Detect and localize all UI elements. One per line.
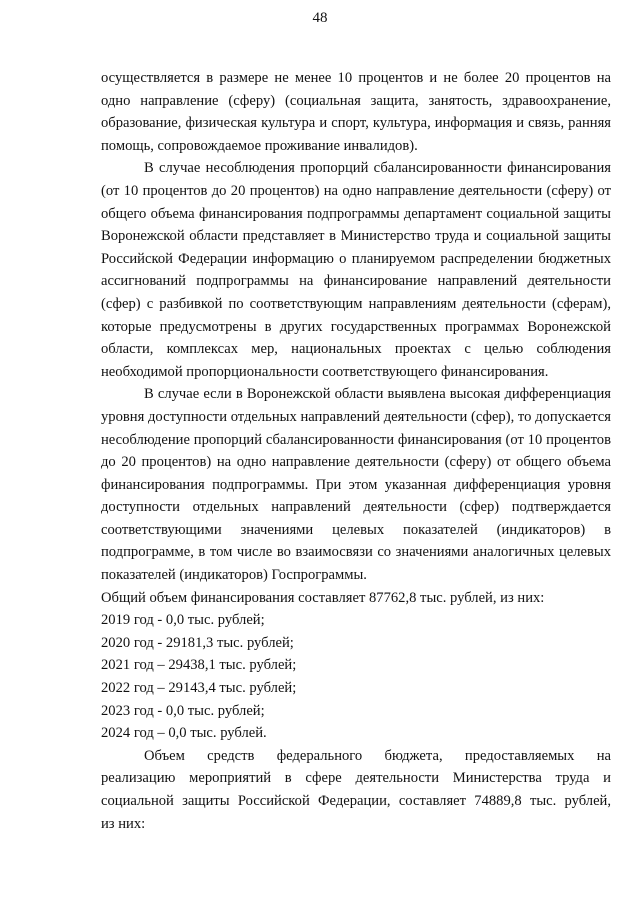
financing-by-year-list: [101, 609, 611, 745]
text-line: которые предусмотрены в других государственных программах Воронежской: [101, 318, 611, 335]
financing-total: Общий объем финансирования составляет 87762,8 тыс. рублей, из них:: [101, 589, 545, 606]
paragraph-differentiation: [101, 383, 611, 586]
paragraph-federal-budget: [101, 745, 611, 835]
financing-year-item: 2023 год - 0,0 тыс. рублей;: [101, 702, 265, 719]
text-line: до 20 процентов) на одно направление деятельности (сферу) от общего объема: [101, 454, 611, 471]
text-line: (от 10 процентов до 20 процентов) на одно направление деятельности (сферу) от: [101, 182, 611, 199]
text-line: уровня доступности отдельных направлений деятельности (сфер), то допускается: [101, 408, 611, 425]
text-line: общего объема финансирования подпрограммы департамент социальной защиты: [101, 205, 611, 222]
text-line: одно направление (сферу) (социальная защита, занятость, здравоохранение,: [101, 92, 611, 109]
financing-year-item: 2021 год – 29438,1 тыс. рублей;: [101, 657, 297, 674]
financing-year-item: 2024 год – 0,0 тыс. рублей.: [101, 725, 267, 742]
text-line: необходимой пропорциональности соответствующего финансирования.: [101, 363, 549, 380]
text-line: из них:: [101, 815, 146, 832]
text-line: Российской Федерации информацию о планируемом распределении бюджетных: [101, 250, 611, 267]
text-line: соответствующими значениями целевых показателей (индикаторов) в: [101, 521, 611, 538]
paragraph-proportion-range: [101, 67, 611, 157]
financing-year-item: 2020 год - 29181,3 тыс. рублей;: [101, 634, 294, 651]
text-line: Воронежской области представляет в Министерство труда и социальной защиты: [101, 228, 611, 245]
financing-year-item: 2019 год - 0,0 тыс. рублей;: [101, 612, 265, 629]
text-line: ассигнований подпрограммы на финансирование направлений деятельности: [101, 273, 611, 290]
paragraph-noncompliance: [101, 157, 611, 383]
document-body: [101, 67, 611, 835]
text-line: области, комплексах мер, национальных проектах с целью соблюдения: [101, 341, 611, 358]
text-line: финансирования подпрограммы. При этом указанная дифференциация уровня: [101, 476, 611, 493]
text-line: реализацию мероприятий в сфере деятельности Министерства труда и: [101, 770, 611, 787]
text-line: помощь, сопровождаемое проживание инвалидов).: [101, 137, 418, 154]
financing-year-item: 2022 год – 29143,4 тыс. рублей;: [101, 680, 297, 697]
text-line: Объем средств федерального бюджета, предоставляемых на: [144, 747, 611, 764]
text-line: В случае если в Воронежской области выявлена высокая дифференциация: [144, 386, 611, 403]
text-line: (сфер) с разбивкой по соответствующим направлениям деятельности (сферам),: [101, 295, 611, 312]
text-line: социальной защиты Российской Федерации, составляет 74889,8 тыс. рублей,: [101, 793, 611, 809]
text-line: В случае несоблюдения пропорций сбалансированности финансирования: [144, 160, 611, 177]
page-number: 48: [312, 10, 328, 26]
text-line: образование, физическая культура и спорт, культура, информация и связь, ранняя: [101, 115, 611, 132]
text-line: осуществляется в размере не менее 10 процентов и не более 20 процентов на: [101, 70, 611, 86]
text-line: подпрограмме, в том числе во взаимосвязи со значениями аналогичных целевых: [101, 544, 611, 561]
text-line: доступности отдельных направлений деятельности (сфер) подтверждается: [101, 499, 611, 516]
text-line: показателей (индикаторов) Госпрограммы.: [101, 567, 367, 584]
text-line: несоблюдение пропорций сбалансированности финансирования (от 10 процентов: [101, 431, 611, 448]
